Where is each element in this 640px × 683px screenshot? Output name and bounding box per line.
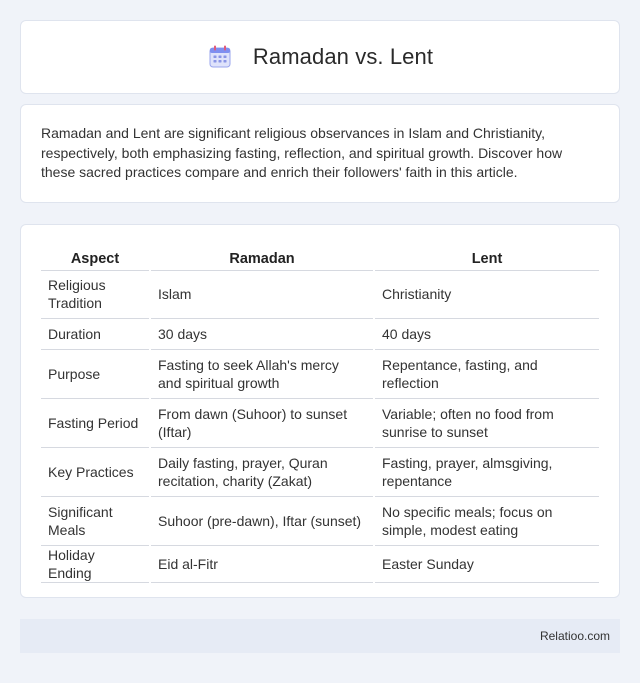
- ramadan-cell: 30 days: [150, 318, 374, 349]
- lent-cell: 40 days: [374, 318, 599, 349]
- ramadan-cell: Suhoor (pre-dawn), Iftar (sunset): [150, 496, 374, 545]
- footer: [20, 619, 620, 653]
- calendar-icon: [207, 44, 233, 70]
- comparison-table: [41, 244, 599, 583]
- lent-cell: No specific meals; focus on simple, modest eating: [374, 496, 599, 545]
- ramadan-cell: Fasting to seek Allah's mercy and spiritual growth: [150, 349, 374, 398]
- lent-cell: Variable; often no food from sunrise to sunset: [374, 398, 599, 447]
- column-header-aspect: Aspect: [41, 244, 150, 270]
- table-row: [41, 349, 599, 398]
- lent-cell: Easter Sunday: [374, 545, 599, 582]
- table-row: [41, 398, 599, 447]
- aspect-cell: Religious Tradition: [41, 270, 150, 318]
- table-row: [41, 496, 599, 545]
- page-title: Ramadan vs. Lent: [252, 44, 434, 69]
- table-header-row: [41, 244, 599, 270]
- ramadan-cell: Daily fasting, prayer, Quran recitation, charity (Zakat): [150, 447, 374, 496]
- lent-cell: Repentance, fasting, and reflection: [374, 349, 599, 398]
- aspect-cell: Holiday Ending: [41, 545, 150, 582]
- footer-brand: Relatioo.com: [539, 629, 610, 643]
- aspect-cell: Purpose: [41, 349, 150, 398]
- aspect-cell: Significant Meals: [41, 496, 150, 545]
- ramadan-cell: Islam: [150, 270, 374, 318]
- column-header-lent: Lent: [374, 244, 599, 270]
- comparison-card: [20, 224, 620, 598]
- ramadan-cell: Eid al-Fitr: [150, 545, 374, 582]
- lent-cell: Christianity: [374, 270, 599, 318]
- intro-text: Ramadan and Lent are significant religious observances in Islam and Christianity, respectively, both emphasizing fasting, reflection, and spiritual growth. Discover how these sacred practices compare and enrich their followers' faith in this article.: [41, 125, 563, 180]
- table-row: [41, 447, 599, 496]
- aspect-cell: Duration: [41, 318, 150, 349]
- lent-cell: Fasting, prayer, almsgiving, repentance: [374, 447, 599, 496]
- table-row: [41, 318, 599, 349]
- aspect-cell: Fasting Period: [41, 398, 150, 447]
- intro-card: [20, 104, 620, 203]
- ramadan-cell: From dawn (Suhoor) to sunset (Iftar): [150, 398, 374, 447]
- title-card: [20, 20, 620, 94]
- table-row: [41, 270, 599, 318]
- aspect-cell: Key Practices: [41, 447, 150, 496]
- column-header-ramadan: Ramadan: [150, 244, 374, 270]
- table-row: [41, 545, 599, 582]
